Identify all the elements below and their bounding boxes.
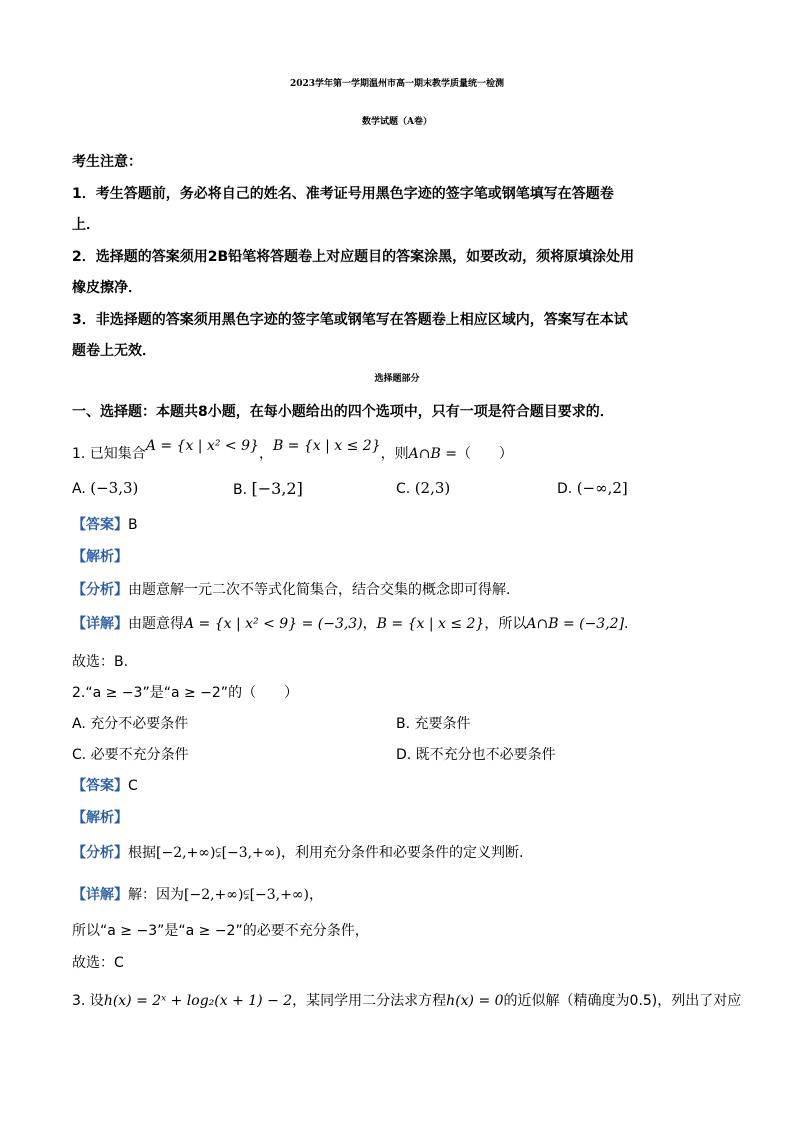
q1-set-b: B = {x | x ≤ 2} <box>272 438 381 454</box>
notice-item-3b: 题卷上无效． <box>72 343 156 359</box>
q1-stem <box>72 438 513 463</box>
q2-fenxi-a: 根据 <box>128 845 156 861</box>
q1-xiangjie-math3: A∩B = (−3,2] <box>526 616 625 632</box>
q1-answer-tag: 【答案】 <box>72 517 128 533</box>
q1-option-a-label: A. <box>72 481 86 497</box>
q1-option-c-value: (2,3) <box>414 479 451 497</box>
q2-option-d: D. 既不充分也不必要条件 <box>396 747 556 763</box>
q1-conclusion: 故选：B. <box>72 654 129 670</box>
q1-option-b-label: B. <box>233 482 248 498</box>
q2-xiangjie-tag: 【详解】 <box>72 887 128 903</box>
q2-xiangjie-b: ， <box>308 887 323 903</box>
q1-prefix: 1. 已知集合 <box>72 446 146 462</box>
notice-heading: 考生注意： <box>72 154 142 170</box>
q2-fenxi <box>72 842 523 862</box>
q2-fenxi-math: [−2,+∞)⫋[−3,+∞) <box>156 845 281 861</box>
notice-item-2a: 2．选择题的答案须用2B铅笔将答题卷上对应题目的答案涂黑，如要改动，须将原填涂处用 <box>72 249 635 265</box>
notice-item-1b: 上． <box>72 217 100 233</box>
q1-set-a: A = {x | x² < 9} <box>145 438 259 454</box>
q2-line2: 所以“a ≥ −3”是“a ≥ −2”的必要不充分条件， <box>72 923 369 939</box>
q1-answer <box>72 514 138 534</box>
q1-option-d <box>557 479 628 497</box>
q1-xiangjie <box>72 613 629 633</box>
q2-analysis-tag: 【解析】 <box>72 810 128 826</box>
q2-fenxi-b: ，利用充分条件和必要条件的定义判断. <box>280 845 524 861</box>
q1-fenxi <box>72 579 510 599</box>
q1-xiangjie-tag: 【详解】 <box>72 616 128 632</box>
q1-xiangjie-d: . <box>624 616 629 632</box>
q3-func: h(x) = 2ˣ + log₂(x + 1) − 2 <box>103 993 293 1009</box>
document-subtitle: 数学试题（A卷） <box>362 117 432 127</box>
q2-answer-value: C <box>128 778 138 794</box>
q1-fenxi-text: 由题意解一元二次不等式化简集合，结合交集的概念即可得解. <box>128 582 511 598</box>
q1-xiangjie-math2: B = {x | x ≤ 2} <box>376 616 485 632</box>
q2-xiangjie-a: 解：因为 <box>128 887 184 903</box>
q3-middle: ，某同学用二分法求方程 <box>292 993 447 1009</box>
document-title: 2023学年第一学期温州市高一期末教学质量统一检测 <box>289 79 505 89</box>
q3-eq: h(x) = 0 <box>446 993 504 1009</box>
q3-prefix: 3. 设 <box>72 993 104 1009</box>
q1-fenxi-tag: 【分析】 <box>72 582 128 598</box>
q1-xiangjie-a: 由题意得 <box>128 616 184 632</box>
q1-xiangjie-b: ， <box>362 616 377 632</box>
q1-option-b <box>233 479 303 498</box>
q1-option-d-value: (−∞,2] <box>576 479 628 497</box>
q1-xiangjie-c: ，所以 <box>484 616 527 632</box>
q2-option-a: A. 充分不必要条件 <box>72 716 189 732</box>
q1-option-c <box>396 479 450 497</box>
q2-stem: 2.“a ≥ −3”是“a ≥ −2”的（ ） <box>72 685 299 701</box>
q2-fenxi-tag: 【分析】 <box>72 845 128 861</box>
q1-option-c-label: C. <box>396 481 411 497</box>
section-part-title: 选择题部分 <box>374 374 420 384</box>
q2-xiangjie <box>72 884 323 904</box>
section-heading: 一、选择题：本题共8小题，在每小题给出的四个选项中，只有一项是符合题目要求的． <box>72 404 614 420</box>
notice-item-3a: 3．非选择题的答案须用黑色字迹的签字笔或钢笔写在答题卷上相应区域内，答案写在本试 <box>72 312 628 328</box>
q1-option-a <box>72 479 138 497</box>
notice-item-2b: 橡皮擦净． <box>72 280 142 296</box>
q1-option-b-value: [−3,2] <box>251 479 303 498</box>
q2-option-b: B. 充要条件 <box>396 716 471 732</box>
q2-conclusion: 故选：C <box>72 955 124 971</box>
q1-option-d-label: D. <box>557 481 573 497</box>
q2-option-c: C. 必要不充分条件 <box>72 747 189 763</box>
q2-answer <box>72 775 138 795</box>
q1-analysis-tag: 【解析】 <box>72 549 128 565</box>
q1-paren: （ ） <box>456 446 513 462</box>
q1-answer-value: B <box>128 517 138 533</box>
q1-sep: ， <box>258 446 273 462</box>
q1-then: ，则 <box>380 446 409 462</box>
q2-answer-tag: 【答案】 <box>72 778 128 794</box>
q3-stem <box>72 990 741 1010</box>
q1-expr: A∩B = <box>408 446 457 462</box>
q1-option-a-value: (−3,3) <box>90 479 139 497</box>
q2-xiangjie-math: [−2,+∞)⫋[−3,+∞) <box>184 887 309 903</box>
q1-xiangjie-math1: A = {x | x² < 9} = (−3,3) <box>184 616 363 632</box>
q3-suffix: 的近似解（精确度为0.5)，列出了对应 <box>503 993 742 1009</box>
notice-item-1a: 1．考生答题前，务必将自己的姓名、准考证号用黑色字迹的签字笔或钢笔填写在答题卷 <box>72 186 614 202</box>
